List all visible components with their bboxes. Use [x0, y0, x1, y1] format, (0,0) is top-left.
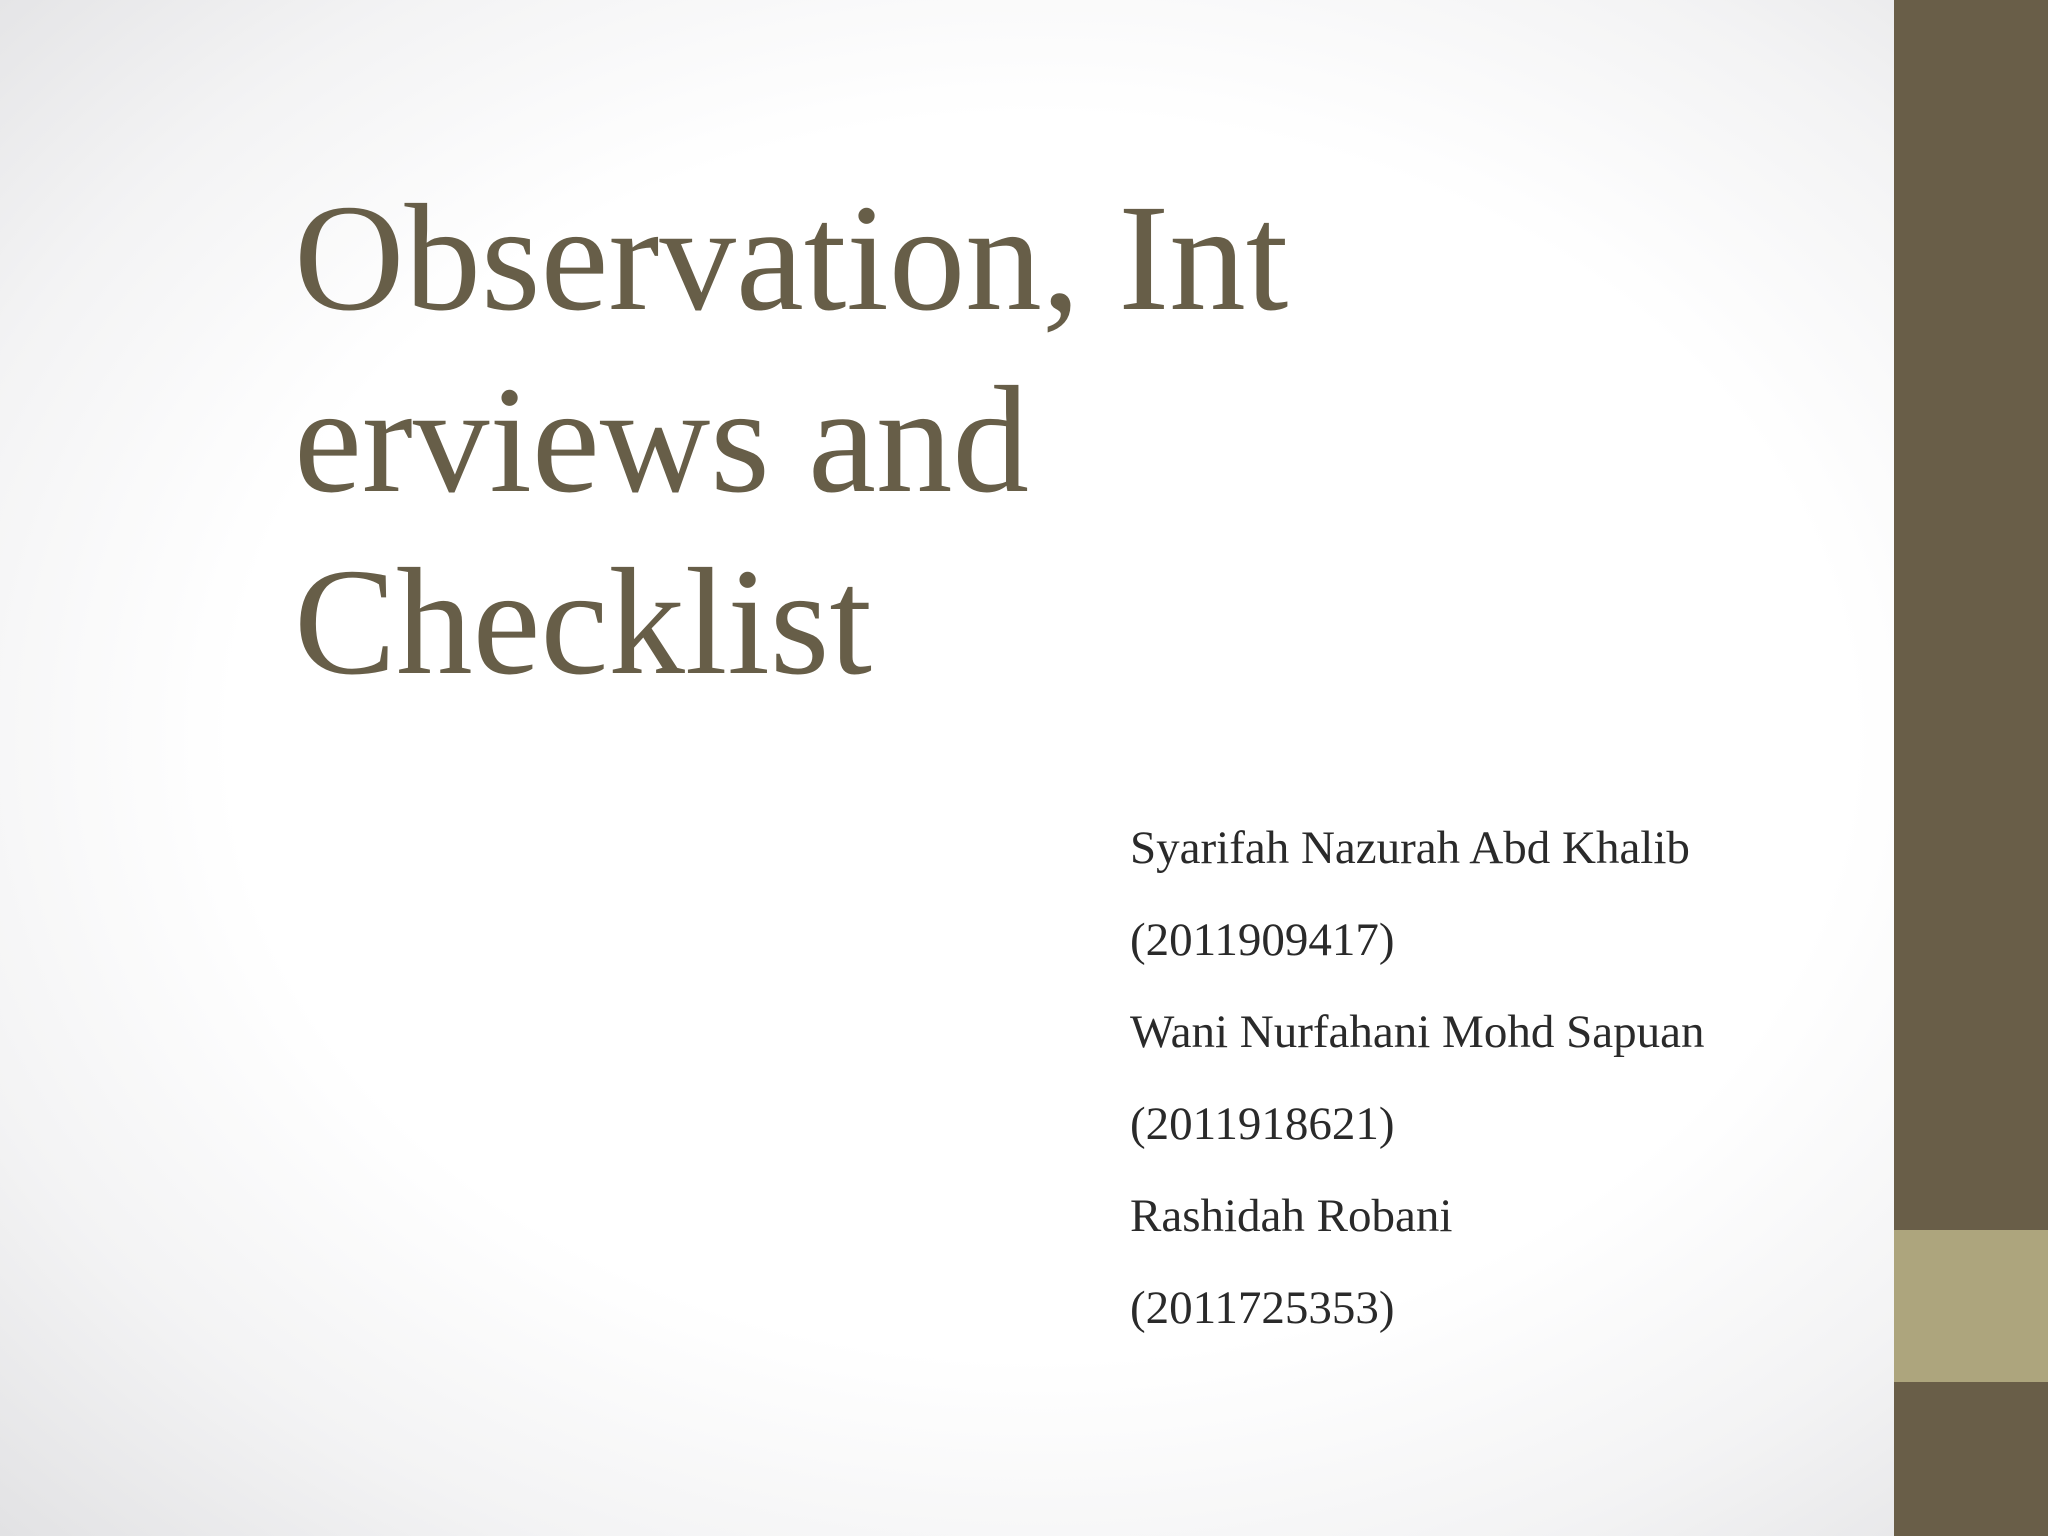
author-id: (2011918621)	[1130, 1098, 1395, 1150]
title-line-2: erviews and	[294, 356, 1029, 525]
side-bar-accent	[1894, 1230, 2048, 1382]
author-list	[1130, 802, 1830, 1354]
author-name: Rashidah Robani	[1130, 1190, 1453, 1242]
author-name: Syarifah Nazurah Abd Khalib	[1130, 822, 1690, 874]
author-id: (2011725353)	[1130, 1282, 1395, 1334]
side-bar-decoration	[1894, 0, 2048, 1536]
author-name: Wani Nurfahani Mohd Sapuan	[1130, 1006, 1705, 1058]
title-line-3: Checklist	[294, 538, 872, 707]
title-line-1: Observation, Int	[294, 174, 1289, 343]
slide-title	[294, 168, 1334, 714]
author-id: (2011909417)	[1130, 914, 1395, 966]
